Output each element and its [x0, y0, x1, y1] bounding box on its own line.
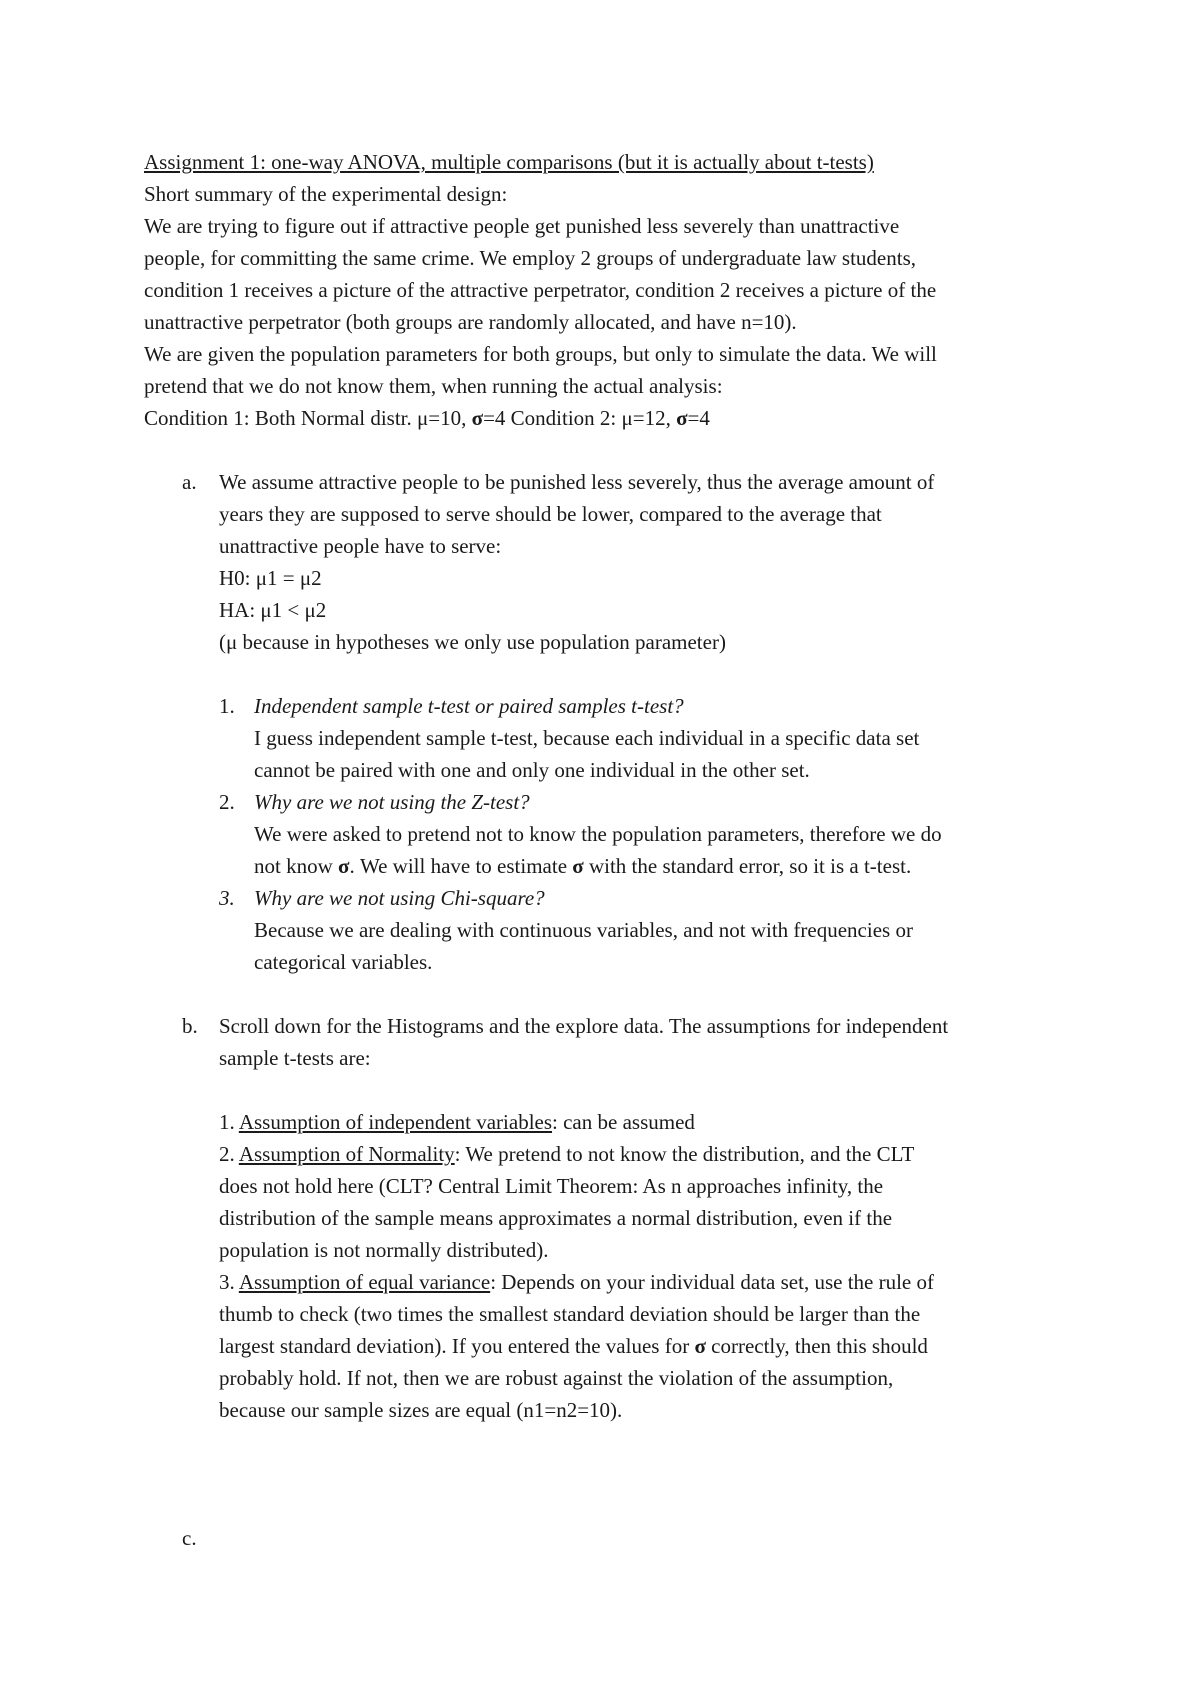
answer-2-line: We were asked to pretend not to know the population parameters, therefore we do	[254, 822, 942, 846]
sigma-symbol: σ	[572, 854, 584, 878]
condition-1-text: Condition 1: Both Normal distr. μ=10,	[144, 406, 472, 430]
question-2: 2. Why are we not using the Z-test?	[144, 786, 1084, 818]
assumption-3-label: Assumption of equal variance	[238, 1270, 491, 1294]
assumption-2: 2. Assumption of Normality: We pretend to not know the distribution, and the CLT	[219, 1142, 915, 1166]
answer-3-line: categorical variables.	[254, 950, 433, 974]
answer-3-line: Because we are dealing with continuous variables, and not with frequencies or	[254, 918, 913, 942]
alternative-hypothesis: HA: μ1 < μ2	[219, 598, 327, 622]
intro-line: We are given the population parameters for both groups, but only to simulate the data. We will	[144, 342, 937, 366]
section-b-line: sample t-tests are:	[219, 1046, 371, 1070]
assignment-title: Assignment 1: one-way ANOVA, multiple comparisons (but it is actually about t-tests)	[144, 150, 874, 174]
assumption-3-line: probably hold. If not, then we are robust against the violation of the assumption,	[219, 1366, 894, 1390]
question-3: 3. Why are we not using Chi-square?	[144, 882, 1084, 914]
sigma-symbol: σ	[676, 406, 688, 430]
assumption-2-line: does not hold here (CLT? Central Limit Theorem: As n approaches infinity, the	[219, 1174, 884, 1198]
assumption-1-label: Assumption of independent variables	[238, 1110, 553, 1134]
intro-line: We are trying to figure out if attractive people get punished less severely than unattractive	[144, 214, 900, 238]
answer-2-line: not know σ. We will have to estimate σ with the standard error, so it is a t-test.	[254, 854, 912, 878]
assumption-1: 1. Assumption of independent variables: can be assumed	[219, 1110, 695, 1134]
null-hypothesis: H0: μ1 = μ2	[219, 566, 322, 590]
section-c-line	[144, 1522, 1084, 1554]
question-1: 1. Independent sample t-test or paired samples t-test?	[144, 690, 1084, 722]
section-a-line: years they are supposed to serve should be lower, compared to the average that	[219, 502, 882, 526]
document-body	[144, 146, 1084, 1554]
section-c-marker: c.	[182, 1526, 197, 1550]
section-b-marker: b.	[182, 1014, 198, 1038]
intro-line: people, for committing the same crime. We employ 2 groups of undergraduate law students,	[144, 246, 917, 270]
condition-2-text: =4 Condition 2: μ=12,	[483, 406, 677, 430]
intro-line: unattractive perpetrator (both groups are randomly allocated, and have n=10).	[144, 310, 797, 334]
design-heading: Short summary of the experimental design:	[144, 182, 508, 206]
answer-1-line: I guess independent sample t-test, because each individual in a specific data set	[254, 726, 920, 750]
assumption-2-label: Assumption of Normality	[238, 1142, 455, 1166]
section-b-line: b. Scroll down for the Histograms and the explore data. The assumptions for independent	[144, 1010, 1084, 1042]
sigma-symbol: σ	[694, 1334, 706, 1358]
condition-2-sigma-value: =4	[687, 406, 710, 430]
assumption-2-line: distribution of the sample means approximates a normal distribution, even if the	[219, 1206, 893, 1230]
question-3-marker: 3.	[219, 886, 235, 910]
sigma-symbol: σ	[471, 406, 484, 430]
conditions-line	[144, 402, 1084, 434]
hypothesis-note: (μ because in hypotheses we only use population parameter)	[219, 630, 726, 654]
intro-line: condition 1 receives a picture of the attractive perpetrator, condition 2 receives a picture of the	[144, 278, 937, 302]
section-a-line: unattractive people have to serve:	[219, 534, 502, 558]
question-2-marker: 2.	[219, 790, 235, 814]
question-1-marker: 1.	[219, 694, 235, 718]
intro-line: pretend that we do not know them, when running the actual analysis:	[144, 374, 723, 398]
answer-1-line: cannot be paired with one and only one individual in the other set.	[254, 758, 810, 782]
assumption-3-line: largest standard deviation). If you entered the values for σ correctly, then this should	[219, 1334, 928, 1358]
assumption-3-line: because our sample sizes are equal (n1=n2=10).	[219, 1398, 623, 1422]
section-a-marker: a.	[182, 470, 197, 494]
sigma-symbol: σ	[338, 854, 350, 878]
assumption-2-line: population is not normally distributed).	[219, 1238, 549, 1262]
section-a-line: a. We assume attractive people to be punished less severely, thus the average amount of	[144, 466, 1084, 498]
assumption-3: 3. Assumption of equal variance: Depends on your individual data set, use the rule of	[219, 1270, 934, 1294]
assumption-3-line: thumb to check (two times the smallest standard deviation should be larger than the	[219, 1302, 921, 1326]
